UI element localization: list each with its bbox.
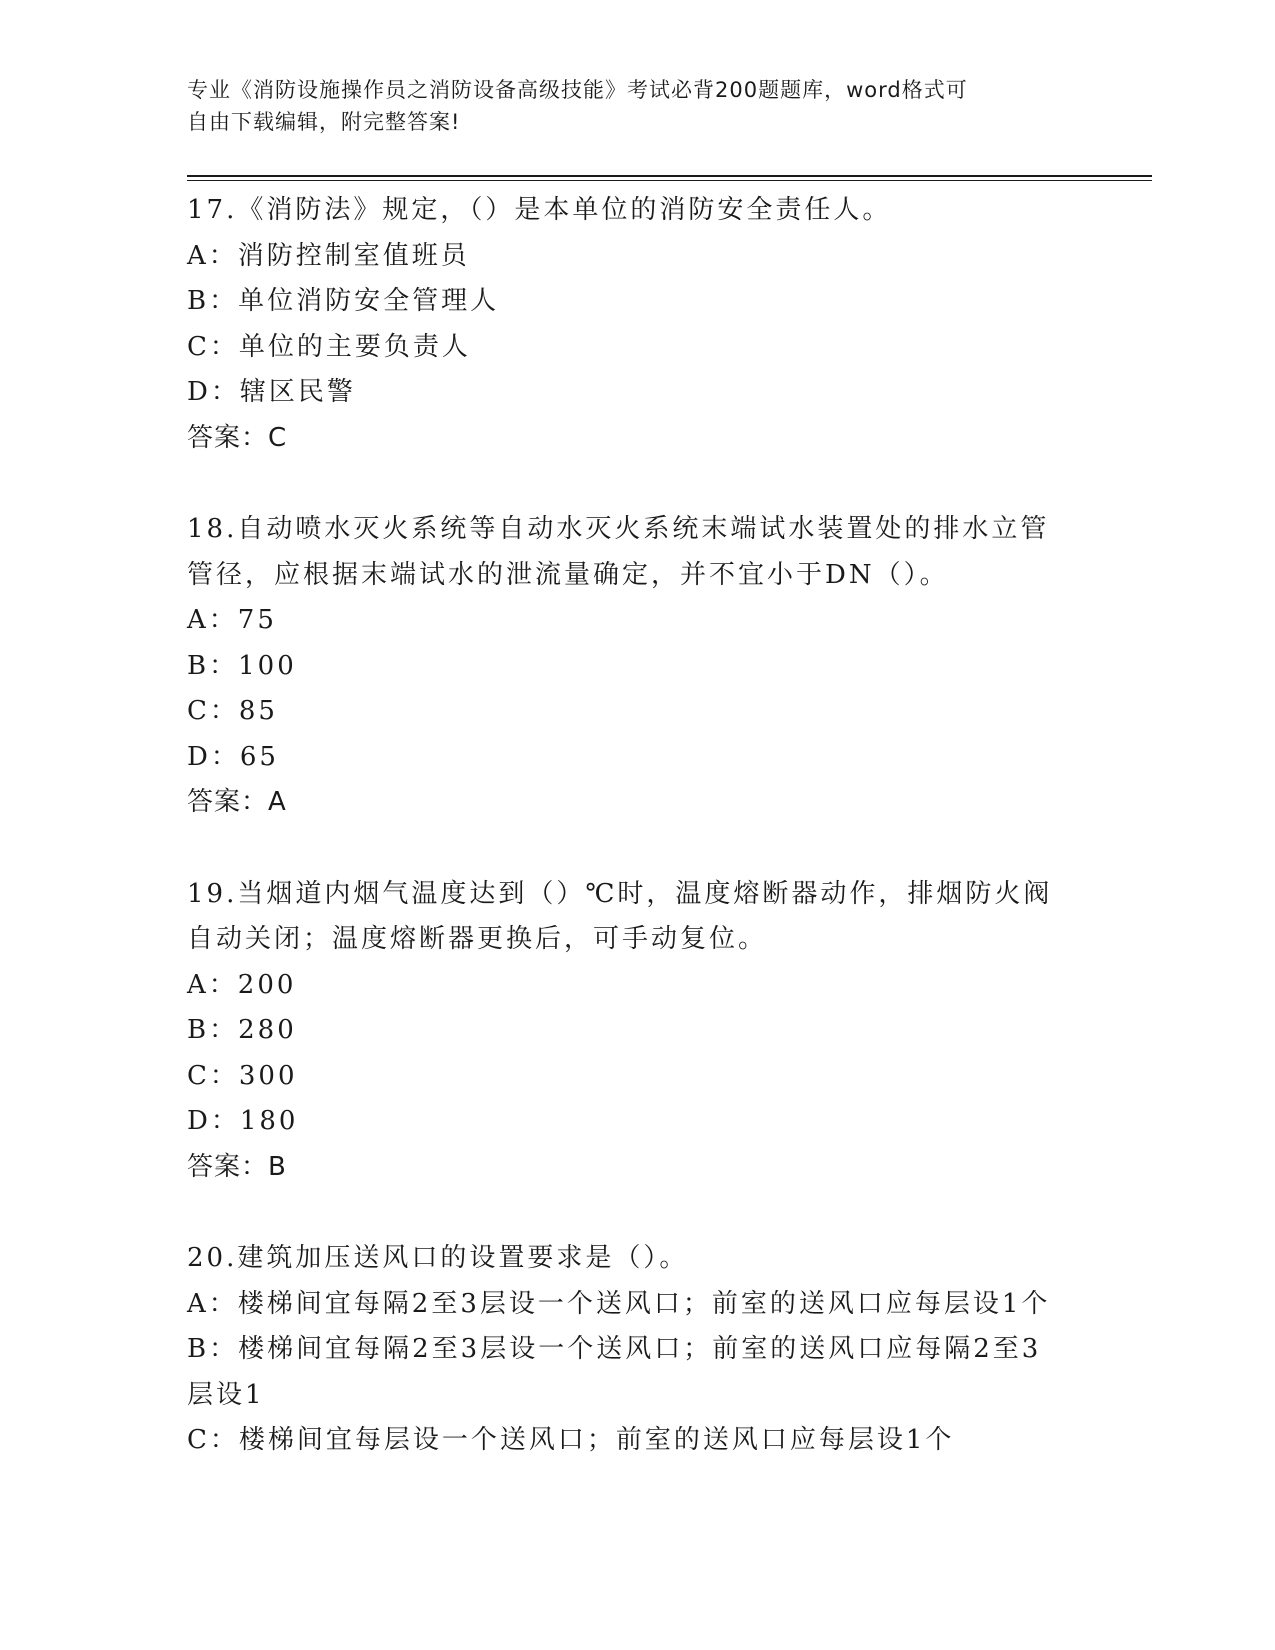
option-d: D：65 bbox=[187, 741, 279, 772]
option-b: B：单位消防安全管理人 bbox=[187, 286, 500, 316]
option-a: A：消防控制室值班员 bbox=[187, 240, 470, 271]
option-d: D：辖区民警 bbox=[187, 377, 356, 407]
option-b: B：楼梯间宜每隔2至3层设一个送风口；前室的送风口应每隔2至3层设1 bbox=[187, 1334, 1042, 1410]
question-stem: 17.《消防法》规定，（）是本单位的消防安全责任人。 bbox=[187, 195, 892, 225]
option-c: C：300 bbox=[187, 1060, 298, 1091]
answer-line: 答案：C bbox=[187, 422, 288, 453]
document-header bbox=[187, 74, 1067, 138]
option-a: A：200 bbox=[187, 969, 297, 1000]
question-stem: 20.建筑加压送风口的设置要求是（）。 bbox=[187, 1243, 689, 1273]
question-list bbox=[187, 188, 1087, 1510]
header-rule-thin bbox=[187, 180, 1152, 181]
option-d: D：180 bbox=[187, 1106, 299, 1136]
option-a: A：75 bbox=[187, 605, 277, 635]
header-rule-thick bbox=[187, 175, 1152, 177]
option-c: C：单位的主要负责人 bbox=[187, 331, 471, 362]
option-c: C：楼梯间宜每层设一个送风口；前室的送风口应每层设1个 bbox=[187, 1425, 955, 1455]
option-b: B：280 bbox=[187, 1015, 297, 1045]
question-stem: 18.自动喷水灭火系统等自动水灭火系统末端试水装置处的排水立管管径，应根据末端试水的泄流量确定，并不宜小于DN（）。 bbox=[187, 514, 1050, 590]
question-stem: 19.当烟道内烟气温度达到（）℃时，温度熔断器动作，排烟防火阀自动关闭；温度熔断器更换后，可手动复位。 bbox=[187, 878, 1053, 954]
header-line-2: 自由下载编辑，附完整答案! bbox=[187, 110, 461, 134]
question-19 bbox=[187, 872, 1087, 1191]
question-17 bbox=[187, 188, 1087, 461]
answer-line: 答案：A bbox=[187, 787, 287, 817]
header-line-1: 专业《消防设施操作员之消防设备高级技能》考试必背200题题库，word格式可 bbox=[187, 78, 968, 102]
answer-line: 答案：B bbox=[187, 1151, 287, 1182]
option-a: A：楼梯间宜每隔2至3层设一个送风口；前室的送风口应每层设1个 bbox=[187, 1288, 1051, 1319]
option-c: C：85 bbox=[187, 696, 278, 726]
question-18 bbox=[187, 507, 1087, 826]
question-20 bbox=[187, 1236, 1087, 1464]
option-b: B：100 bbox=[187, 650, 297, 681]
